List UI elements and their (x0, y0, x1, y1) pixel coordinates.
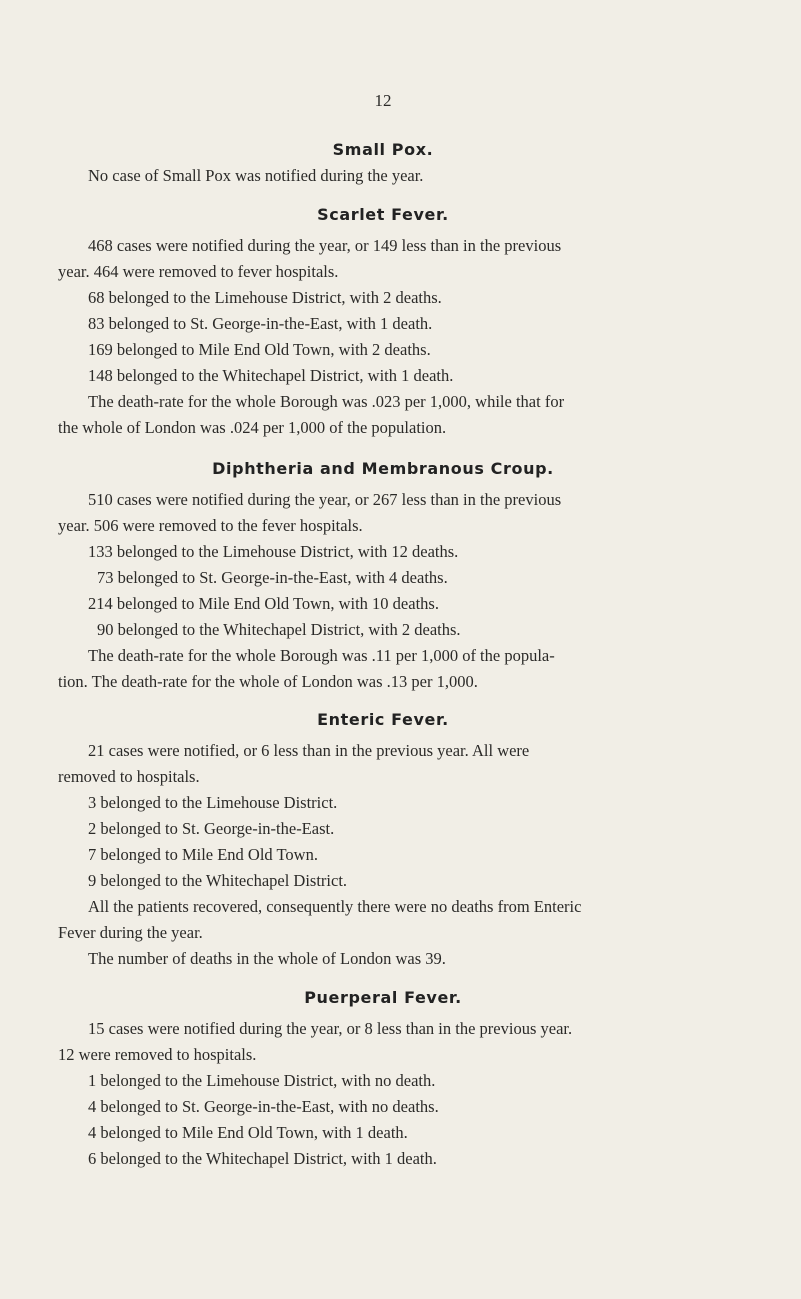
scarlet-fever-line: The death-rate for the whole Borough was .023 per 1,000, while that for (88, 392, 565, 411)
enteric-fever-line: All the patients recovered, consequently there were no deaths from Enteric (88, 897, 582, 916)
heading-enteric-fever: Enteric Fever. (317, 710, 449, 729)
enteric-fever-line: 2 belonged to St. George-in-the-East. (88, 819, 335, 838)
diphtheria-line: 510 cases were notified during the year, or 267 less than in the previous (88, 490, 562, 509)
puerperal-fever-line: 6 belonged to the Whitechapel District, with 1 death. (88, 1149, 437, 1168)
diphtheria-line: 133 belonged to the Limehouse District, with 12 deaths. (88, 542, 459, 561)
diphtheria-line: 73 belonged to St. George-in-the-East, with 4 deaths. (97, 568, 448, 587)
puerperal-fever-line: 12 were removed to hospitals. (58, 1045, 257, 1064)
diphtheria-line: The death-rate for the whole Borough was .11 per 1,000 of the popula- (88, 646, 555, 665)
scarlet-fever-line: 148 belonged to the Whitechapel District, with 1 death. (88, 366, 454, 385)
enteric-fever-line: 21 cases were notified, or 6 less than in the previous year. All were (88, 741, 530, 760)
scarlet-fever-line: 83 belonged to St. George-in-the-East, with 1 death. (88, 314, 433, 333)
enteric-fever-line: 7 belonged to Mile End Old Town. (88, 845, 318, 864)
heading-small-pox: Small Pox. (332, 140, 434, 159)
scarlet-fever-line: the whole of London was .024 per 1,000 of the population. (58, 418, 447, 437)
diphtheria-line: year. 506 were removed to the fever hospitals. (58, 516, 363, 535)
puerperal-fever-line: 15 cases were notified during the year, or 8 less than in the previous year. (88, 1019, 573, 1038)
heading-puerperal-fever: Puerperal Fever. (304, 988, 462, 1007)
puerperal-fever-line: 1 belonged to the Limehouse District, with no death. (88, 1071, 436, 1090)
scarlet-fever-line: 468 cases were notified during the year, or 149 less than in the previous (88, 236, 562, 255)
diphtheria-line: 90 belonged to the Whitechapel District, with 2 deaths. (97, 620, 461, 639)
page-number: 12 (374, 91, 392, 110)
puerperal-fever-line: 4 belonged to St. George-in-the-East, with no deaths. (88, 1097, 439, 1116)
enteric-fever-line: The number of deaths in the whole of London was 39. (88, 949, 446, 968)
puerperal-fever-line: 4 belonged to Mile End Old Town, with 1 death. (88, 1123, 408, 1142)
heading-diphtheria: Diphtheria and Membranous Croup. (212, 459, 554, 478)
enteric-fever-line: 3 belonged to the Limehouse District. (88, 793, 338, 812)
scarlet-fever-line: year. 464 were removed to fever hospitals. (58, 262, 339, 281)
scarlet-fever-line: 169 belonged to Mile End Old Town, with 2 deaths. (88, 340, 431, 359)
enteric-fever-line: removed to hospitals. (58, 767, 200, 786)
enteric-fever-line: Fever during the year. (58, 923, 203, 942)
scarlet-fever-line: 68 belonged to the Limehouse District, with 2 deaths. (88, 288, 442, 307)
heading-scarlet-fever: Scarlet Fever. (317, 205, 449, 224)
small-pox-line: No case of Small Pox was notified during the year. (88, 166, 424, 185)
enteric-fever-line: 9 belonged to the Whitechapel District. (88, 871, 348, 890)
diphtheria-line: 214 belonged to Mile End Old Town, with 10 deaths. (88, 594, 439, 613)
diphtheria-line: tion. The death-rate for the whole of London was .13 per 1,000. (58, 672, 478, 691)
